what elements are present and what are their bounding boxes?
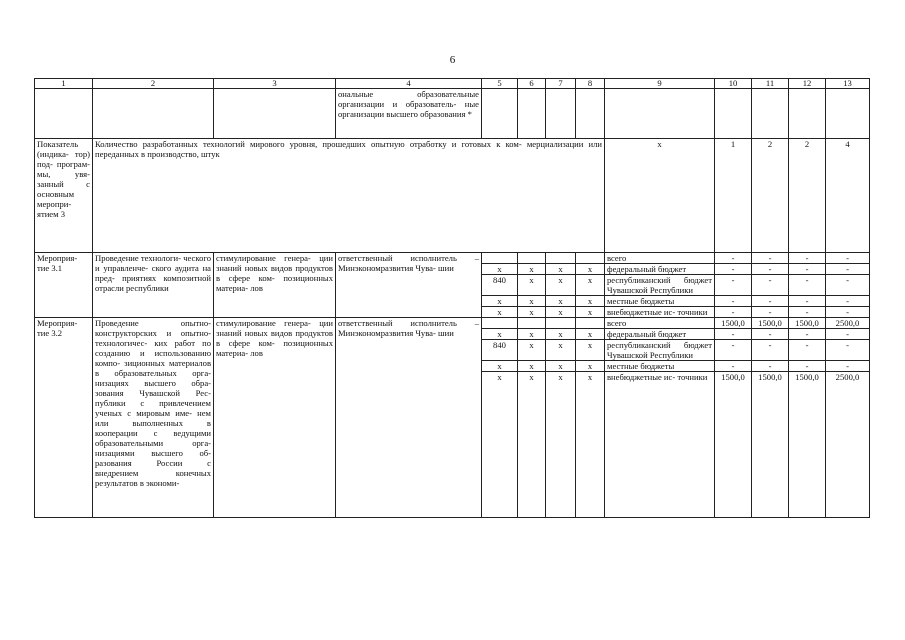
code-cell: x — [546, 329, 576, 340]
indicator-col9: x — [605, 139, 715, 253]
amount-cell: - — [715, 296, 752, 307]
amount-cell: - — [826, 296, 870, 307]
funding-source: республиканский бюджет Чувашской Республики — [605, 340, 715, 361]
funding-source: всего — [605, 253, 715, 264]
m32-row — [35, 318, 870, 329]
code-cell: x — [546, 372, 576, 518]
header-cell: 12 — [789, 79, 826, 89]
indicator-value: 1 — [715, 139, 752, 253]
code-cell: x — [482, 264, 518, 275]
code-cell: x — [482, 329, 518, 340]
code-cell: x — [546, 307, 576, 318]
amount-cell: - — [752, 264, 789, 275]
amount-cell: - — [715, 275, 752, 296]
header-cell: 13 — [826, 79, 870, 89]
indicator-label: Показатель (индика- тор) под- програм- мы, увя- занный с основным меропри- ятием 3 — [35, 139, 93, 253]
funding-source: республиканский бюджет Чувашской Республики — [605, 275, 715, 296]
amount-cell: - — [789, 253, 826, 264]
code-cell: x — [518, 275, 546, 296]
code-cell — [482, 253, 518, 264]
header-cell: 4 — [336, 79, 482, 89]
amount-cell: - — [752, 275, 789, 296]
amount-cell: - — [752, 307, 789, 318]
code-cell: x — [576, 296, 605, 307]
code-cell: x — [576, 275, 605, 296]
amount-cell: 1500,0 — [789, 318, 826, 329]
amount-cell: - — [789, 329, 826, 340]
code-cell: x — [518, 361, 546, 372]
code-cell: x — [576, 361, 605, 372]
code-cell: x — [576, 264, 605, 275]
code-cell — [482, 318, 518, 329]
indicator-text: Количество разработанных технологий мирового уровня, прошедших опытную отработку и готовых к ком- мерциализации или переданных в производство, штук — [93, 139, 605, 253]
amount-cell: - — [789, 296, 826, 307]
code-cell — [576, 253, 605, 264]
code-cell: x — [546, 361, 576, 372]
amount-cell: - — [826, 340, 870, 361]
header-cell: 7 — [546, 79, 576, 89]
amount-cell: - — [752, 253, 789, 264]
amount-cell: 1500,0 — [715, 318, 752, 329]
m31-row — [35, 253, 870, 264]
amount-cell: - — [752, 361, 789, 372]
amount-cell: 2500,0 — [826, 318, 870, 329]
amount-cell: - — [826, 264, 870, 275]
code-cell — [546, 318, 576, 329]
code-cell: x — [546, 296, 576, 307]
m31-label: Мероприя- тие 3.1 — [35, 253, 93, 318]
m31-executor: ответственный исполнитель – Минэкономразвития Чува- шии — [336, 253, 482, 318]
program-table — [34, 78, 870, 518]
amount-cell: 2500,0 — [826, 372, 870, 518]
amount-cell: - — [752, 329, 789, 340]
amount-cell: - — [789, 307, 826, 318]
amount-cell: - — [715, 340, 752, 361]
code-cell: x — [482, 296, 518, 307]
code-cell: 840 — [482, 340, 518, 361]
code-cell: x — [576, 307, 605, 318]
amount-cell: - — [826, 307, 870, 318]
code-cell: x — [576, 340, 605, 361]
header-cell: 6 — [518, 79, 546, 89]
code-cell: x — [576, 372, 605, 518]
code-cell: x — [482, 372, 518, 518]
m32-goal: стимулирование генера- ции знаний новых видов продуктов в сфере ком- позиционных материа- лов — [214, 318, 336, 518]
amount-cell: - — [715, 264, 752, 275]
header-cell: 5 — [482, 79, 518, 89]
code-cell: x — [546, 340, 576, 361]
indicator-value: 2 — [789, 139, 826, 253]
page-number: 6 — [449, 54, 456, 66]
amount-cell: - — [789, 361, 826, 372]
funding-source: местные бюджеты — [605, 361, 715, 372]
m32-executor: ответственный исполнитель – Минэкономразвития Чува- шии — [336, 318, 482, 518]
amount-cell: - — [715, 329, 752, 340]
amount-cell: 1500,0 — [752, 372, 789, 518]
indicator-value: 4 — [826, 139, 870, 253]
indicator-row — [35, 139, 870, 253]
m32-label: Мероприя- тие 3.2 — [35, 318, 93, 518]
amount-cell: 1500,0 — [789, 372, 826, 518]
indicator-value: 2 — [752, 139, 789, 253]
code-cell: x — [576, 329, 605, 340]
amount-cell: - — [826, 253, 870, 264]
funding-source: внебюджетные ис- точники — [605, 372, 715, 518]
code-cell: x — [546, 275, 576, 296]
code-cell: 840 — [482, 275, 518, 296]
code-cell: x — [518, 264, 546, 275]
funding-source: всего — [605, 318, 715, 329]
amount-cell: - — [789, 264, 826, 275]
code-cell — [518, 253, 546, 264]
code-cell — [546, 253, 576, 264]
header-cell: 9 — [605, 79, 715, 89]
header-cell: 8 — [576, 79, 605, 89]
code-cell: x — [518, 372, 546, 518]
amount-cell: - — [715, 307, 752, 318]
code-cell — [518, 318, 546, 329]
header-cell: 1 — [35, 79, 93, 89]
code-cell — [576, 318, 605, 329]
amount-cell: - — [752, 340, 789, 361]
code-cell: x — [518, 340, 546, 361]
header-row — [35, 79, 870, 89]
funding-source: федеральный бюджет — [605, 329, 715, 340]
amount-cell: - — [715, 361, 752, 372]
amount-cell: - — [826, 361, 870, 372]
funding-source: местные бюджеты — [605, 296, 715, 307]
m31-goal: стимулирование генера- ции знаний новых видов продуктов в сфере ком- позиционных материа- лов — [214, 253, 336, 318]
header-cell: 10 — [715, 79, 752, 89]
code-cell: x — [518, 296, 546, 307]
header-cell: 3 — [214, 79, 336, 89]
amount-cell: - — [715, 253, 752, 264]
amount-cell: - — [789, 340, 826, 361]
continuation-row — [35, 89, 870, 139]
amount-cell: - — [826, 329, 870, 340]
code-cell: x — [482, 361, 518, 372]
funding-source: федеральный бюджет — [605, 264, 715, 275]
header-cell: 11 — [752, 79, 789, 89]
code-cell: x — [546, 264, 576, 275]
amount-cell: 1500,0 — [752, 318, 789, 329]
code-cell: x — [518, 307, 546, 318]
continuation-executor-text: ональные образовательные организации и образователь- ные организации высшего образования * — [336, 89, 482, 139]
header-cell: 2 — [93, 79, 214, 89]
code-cell: x — [482, 307, 518, 318]
amount-cell: 1500,0 — [715, 372, 752, 518]
funding-source: внебюджетные ис- точники — [605, 307, 715, 318]
amount-cell: - — [826, 275, 870, 296]
amount-cell: - — [789, 275, 826, 296]
amount-cell: - — [752, 296, 789, 307]
code-cell: x — [518, 329, 546, 340]
m32-title: Проведение опытно- конструкторских и опытно-технологичес- ких работ по созданию и использованию компо- зиционных материалов в образовательных орга- низациях высшего обра- зования Чувашской Рес- публики с привлечением ученых с мировым име- нем или выполненных в кооперации с ведущими образовательными орга- низациями высшего об- разования России с внедрением конечных результатов в экономи- — [93, 318, 214, 518]
m31-title: Проведение технологи- ческого и управленче- ского аудита на пред- приятиях композитной отрасли республики — [93, 253, 214, 318]
